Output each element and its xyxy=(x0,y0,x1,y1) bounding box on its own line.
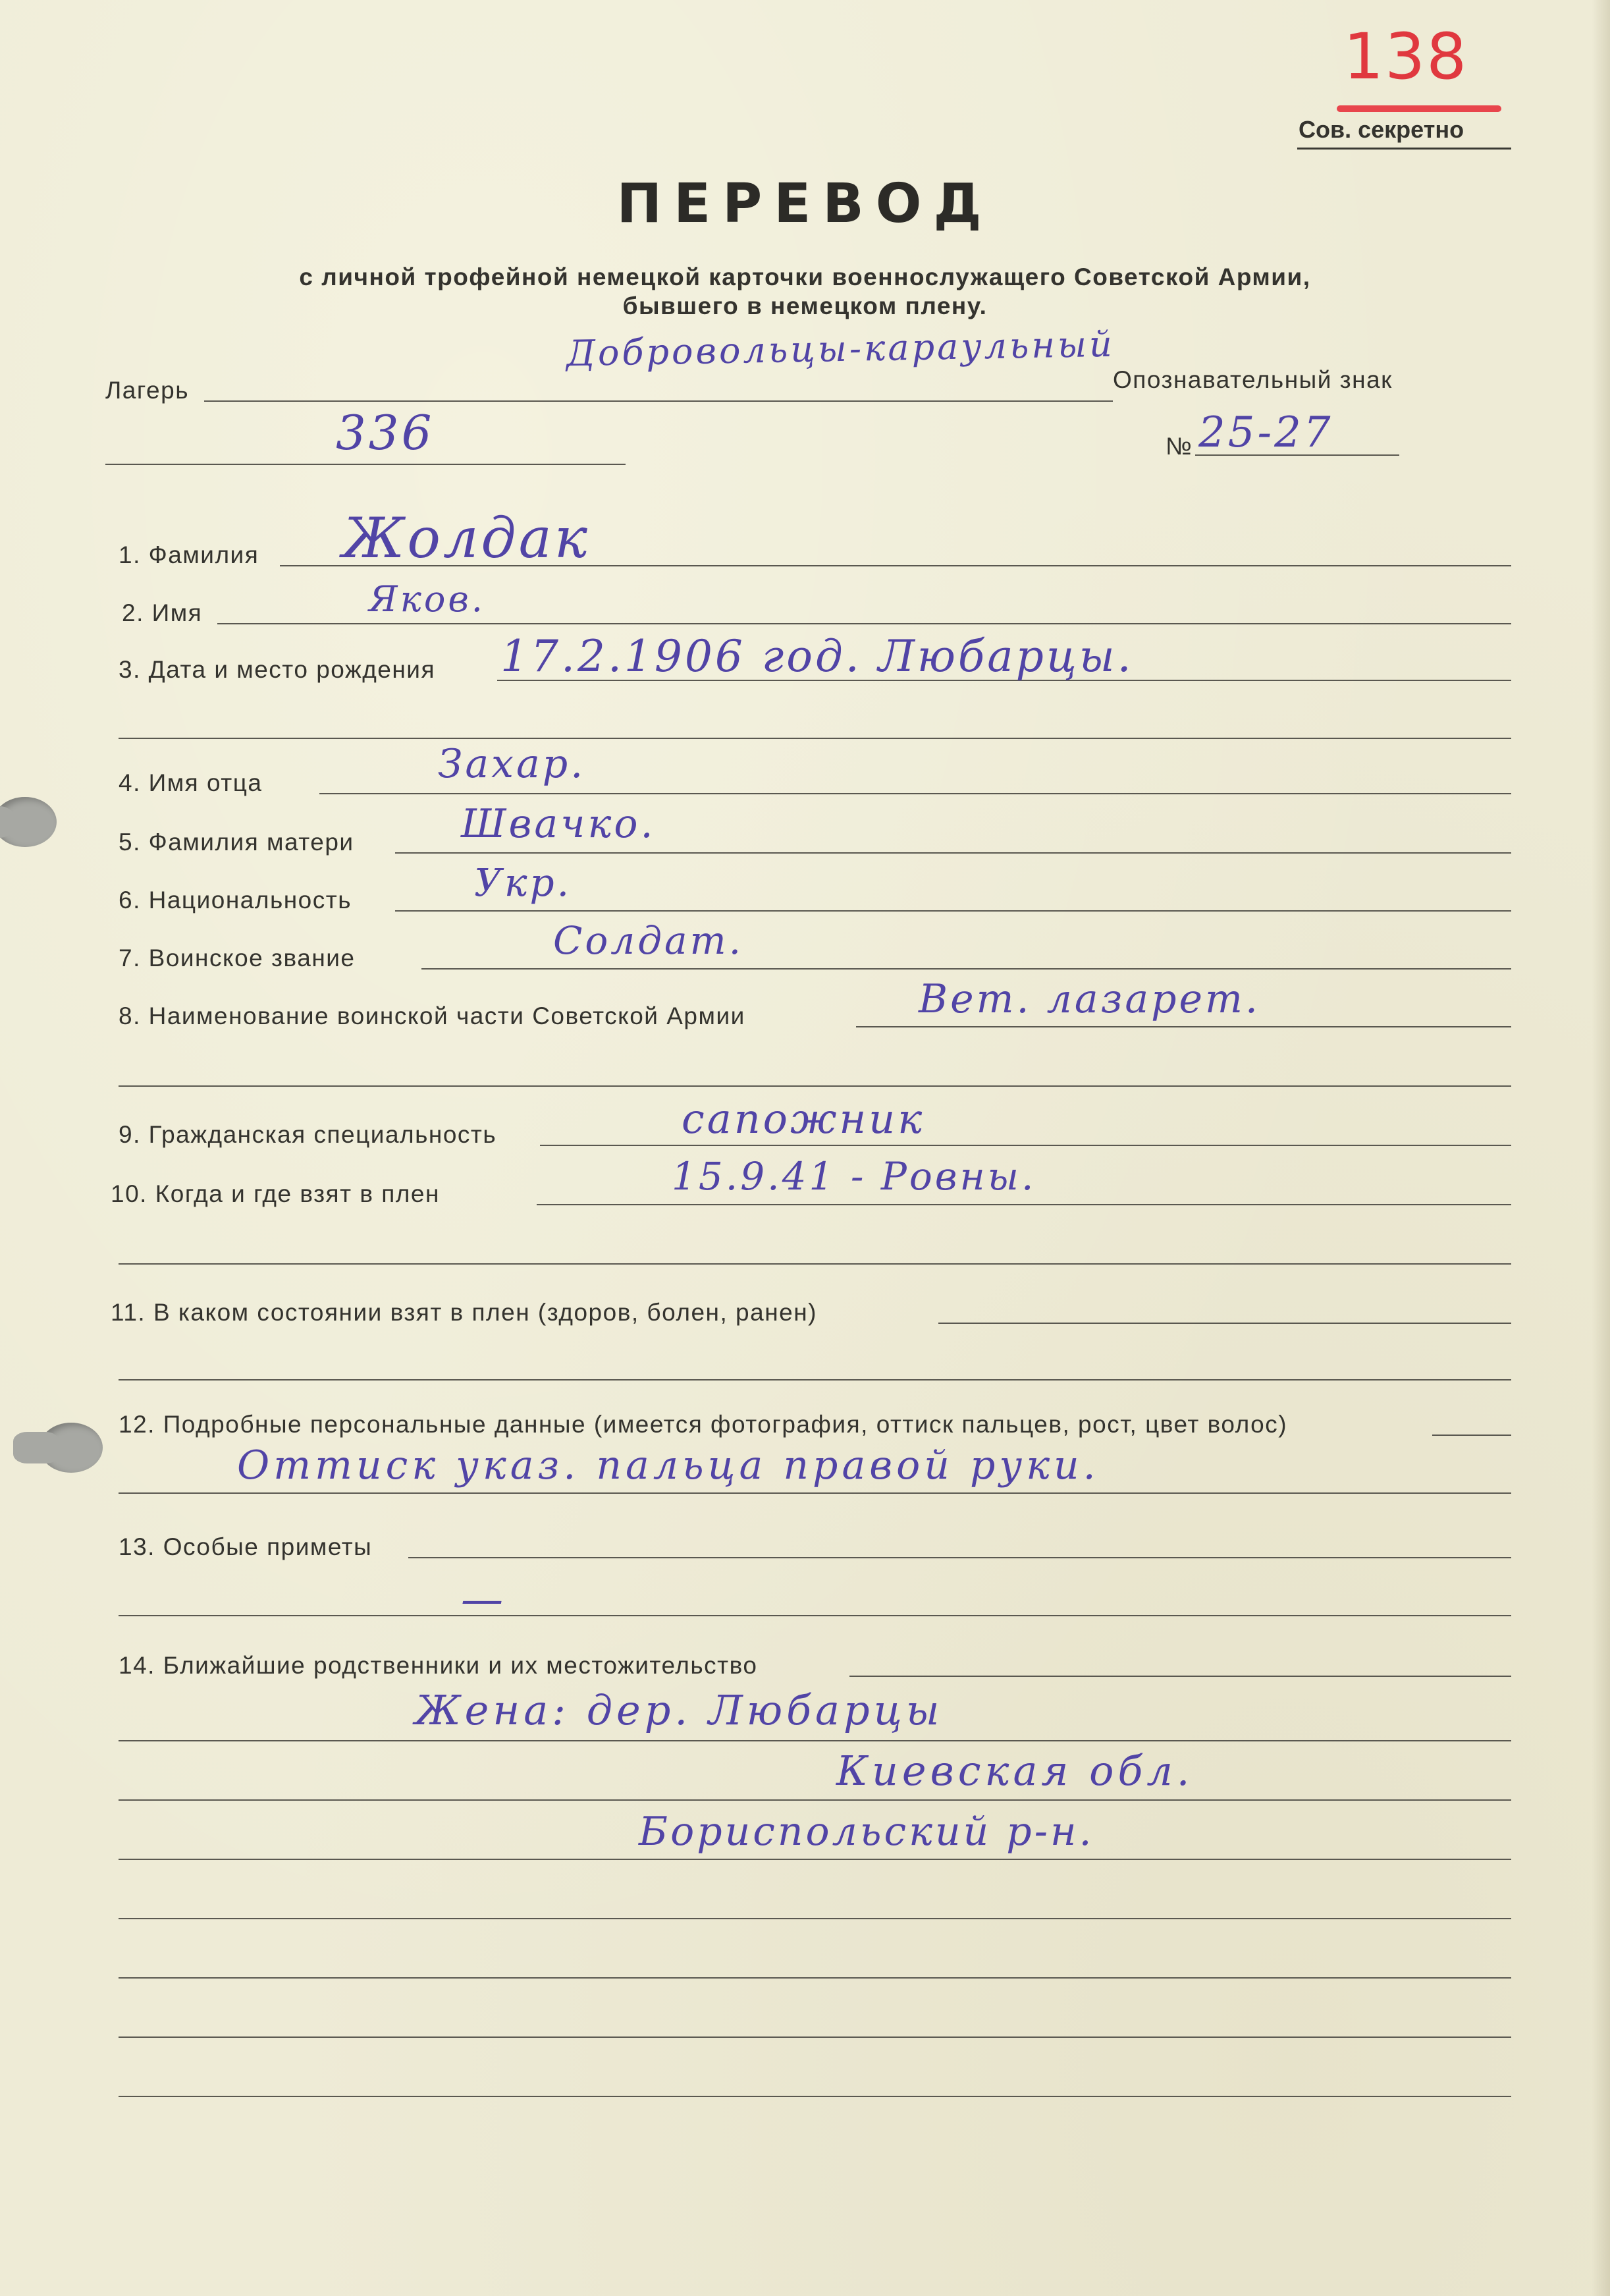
field-10-value: 15.9.41 - Ровны. xyxy=(672,1154,1036,1199)
field-8-label: 8. Наименование воинской части Советской Армии xyxy=(119,1002,745,1029)
camp-line xyxy=(204,400,1113,402)
field-8-extra-line xyxy=(119,1085,1511,1087)
field-2-line xyxy=(217,623,1511,624)
archive-number-stamp: 138 xyxy=(1343,20,1468,94)
field-5-line xyxy=(395,852,1511,854)
camp-number-line xyxy=(105,464,626,465)
field-10-label: 10. Когда и где взят в плен xyxy=(111,1180,440,1207)
stamp-underline xyxy=(1337,105,1501,112)
field-5-label: 5. Фамилия матери xyxy=(119,829,354,856)
secrecy-label: Сов. секретно xyxy=(1299,116,1464,143)
field-14-relative-line2: Киевская обл. xyxy=(836,1747,1194,1795)
field-6-line xyxy=(395,910,1511,912)
secrecy-underline xyxy=(1297,148,1511,150)
field-12-line xyxy=(1432,1435,1511,1436)
field-7-value: Солдат. xyxy=(553,918,743,963)
field-1-label: 1. Фамилия xyxy=(119,541,259,568)
field-8-line xyxy=(856,1026,1511,1027)
field-9-value: сапожник xyxy=(682,1095,925,1143)
field-14-line-3 xyxy=(119,1799,1511,1801)
field-12-value-line xyxy=(119,1492,1511,1494)
field-13-value: — xyxy=(461,1575,506,1624)
field-14-line xyxy=(849,1676,1511,1677)
field-7-line xyxy=(421,968,1511,970)
camp-label: Лагерь xyxy=(105,377,189,404)
blank-line-1 xyxy=(119,1918,1511,1919)
field-6-value: Укр. xyxy=(474,860,572,905)
field-13-extra-line xyxy=(119,1615,1511,1616)
field-4-value: Захар. xyxy=(438,741,586,787)
field-13-line xyxy=(408,1557,1511,1558)
field-5-value: Швачко. xyxy=(461,801,656,847)
field-4-label: 4. Имя отца xyxy=(119,769,263,796)
punch-hole-top xyxy=(0,797,57,847)
paper-edge-shadow xyxy=(1592,0,1610,2296)
field-9-line xyxy=(540,1145,1511,1146)
field-14-relative-line3: Бориспольский р-н. xyxy=(639,1809,1094,1855)
blank-line-4 xyxy=(119,2096,1511,2097)
field-10-extra-line xyxy=(119,1263,1511,1265)
camp-value: Добровольцы-караульный xyxy=(566,323,1115,375)
field-3-value: 17.2.1906 год. Любарцы. xyxy=(500,631,1134,682)
id-number-prefix: № xyxy=(1166,433,1193,460)
id-sign-label: Опознавательный знак xyxy=(1113,366,1393,393)
field-14-label: 14. Ближайшие родственники и их местожительство xyxy=(119,1652,758,1679)
blank-line-3 xyxy=(119,2036,1511,2038)
field-12-label: 12. Подробные персональные данные (имеется фотография, оттиск пальцев, рост, цвет волос) xyxy=(119,1411,1288,1438)
punch-hole-bottom xyxy=(40,1423,103,1473)
field-11-extra-line xyxy=(119,1379,1511,1380)
field-7-label: 7. Воинское звание xyxy=(119,944,356,971)
field-10-line xyxy=(537,1204,1511,1205)
field-6-label: 6. Национальность xyxy=(119,887,352,914)
field-2-value: Яков. xyxy=(369,578,485,620)
document-title: ПЕРЕВОД xyxy=(616,173,994,235)
field-8-value: Вет. лазарет. xyxy=(919,976,1260,1022)
field-2-label: 2. Имя xyxy=(122,599,203,626)
field-14-line-4 xyxy=(119,1859,1511,1860)
field-9-label: 9. Гражданская специальность xyxy=(119,1121,497,1148)
blank-line-2 xyxy=(119,1977,1511,1979)
field-11-label: 11. В каком состоянии взят в плен (здоров, болен, ранен) xyxy=(111,1299,817,1326)
field-12-value: Оттиск указ. пальца правой руки. xyxy=(237,1442,1100,1489)
field-1-value: Жолдак xyxy=(342,506,590,570)
id-number-value: 25-27 xyxy=(1198,408,1333,457)
document-subtitle-1: с личной трофейной немецкой карточки военнослужащего Советской Армии, xyxy=(299,263,1311,290)
field-4-line xyxy=(319,793,1511,794)
field-14-relative-line1: Жена: дер. Любарцы xyxy=(415,1686,944,1734)
field-3-extra-line xyxy=(119,738,1511,739)
field-3-label: 3. Дата и место рождения xyxy=(119,656,435,683)
field-14-line-2 xyxy=(119,1740,1511,1741)
camp-number: 336 xyxy=(336,405,435,460)
field-11-line xyxy=(938,1323,1511,1324)
field-13-label: 13. Особые приметы xyxy=(119,1533,373,1560)
document-subtitle-2: бывшего в немецком плену. xyxy=(622,292,988,319)
